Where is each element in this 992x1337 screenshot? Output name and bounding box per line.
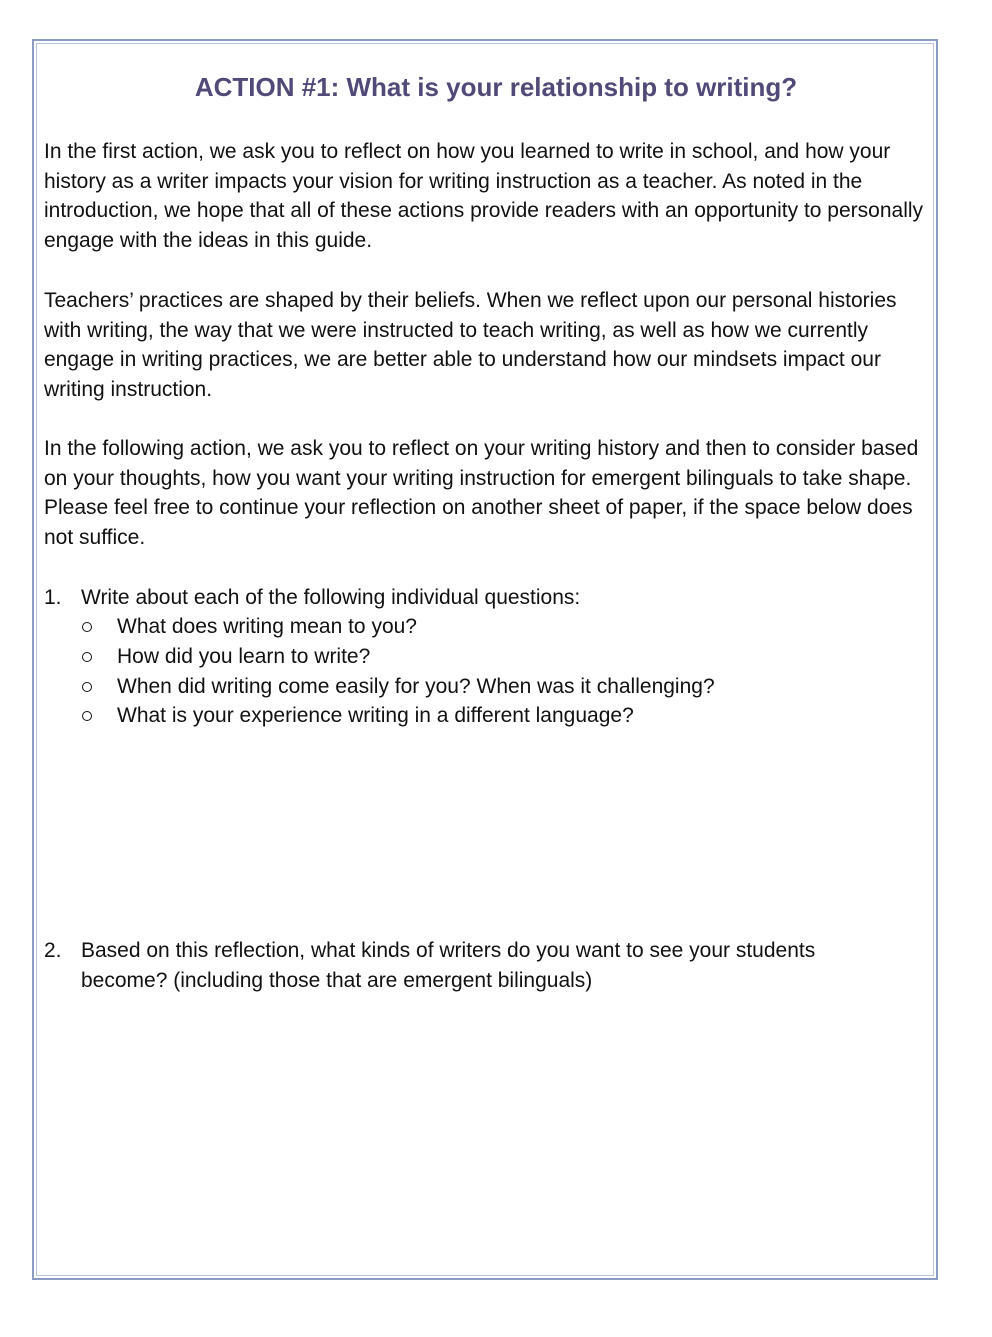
- question-1-number: 1.: [44, 586, 62, 609]
- beliefs-paragraph: Teachers’ practices are shaped by their beliefs. When we reflect upon our personal histories with writing, the way that we were instructed to teach writing, as well as how we currently engage in writing practices, we are better able to understand how our mindsets impact our writing instruction.: [44, 289, 897, 402]
- circle-bullet-icon: [82, 622, 92, 632]
- circle-bullet-icon: [82, 711, 92, 721]
- question-2-number: 2.: [44, 939, 62, 962]
- question-1-text: Write about each of the following individual questions:: [81, 586, 581, 609]
- question-1-subitem: When did writing come easily for you? When was it challenging?: [117, 675, 715, 698]
- instructions-paragraph: In the following action, we ask you to reflect on your writing history and then to consider based on your thoughts, how you want your writing instruction for emergent bilinguals to take shape. Please feel free to continue your reflection on another sheet of paper, if the space below does not suffice.: [44, 437, 919, 550]
- question-1-answer-space[interactable]: [44, 740, 924, 930]
- question-1-subitem: What does writing mean to you?: [117, 615, 417, 638]
- intro-paragraph: In the first action, we ask you to reflect on how you learned to write in school, and how your history as a writer impacts your vision for writing instruction as a teacher. As noted in the introduction, we hope that all of these actions provide readers with an opportunity to personally engage with the ideas in this guide.: [44, 140, 924, 253]
- question-1-subitem: How did you learn to write?: [117, 645, 371, 668]
- page-title: ACTION #1: What is your relationship to writing?: [194, 72, 798, 102]
- question-1-subitem: What is your experience writing in a different language?: [117, 704, 634, 727]
- circle-bullet-icon: [82, 682, 92, 692]
- circle-bullet-icon: [82, 652, 92, 662]
- question-2-answer-space[interactable]: [44, 1000, 924, 1270]
- question-2-text: Based on this reflection, what kinds of writers do you want to see your students become? (including those that are emergent bilinguals): [81, 939, 816, 992]
